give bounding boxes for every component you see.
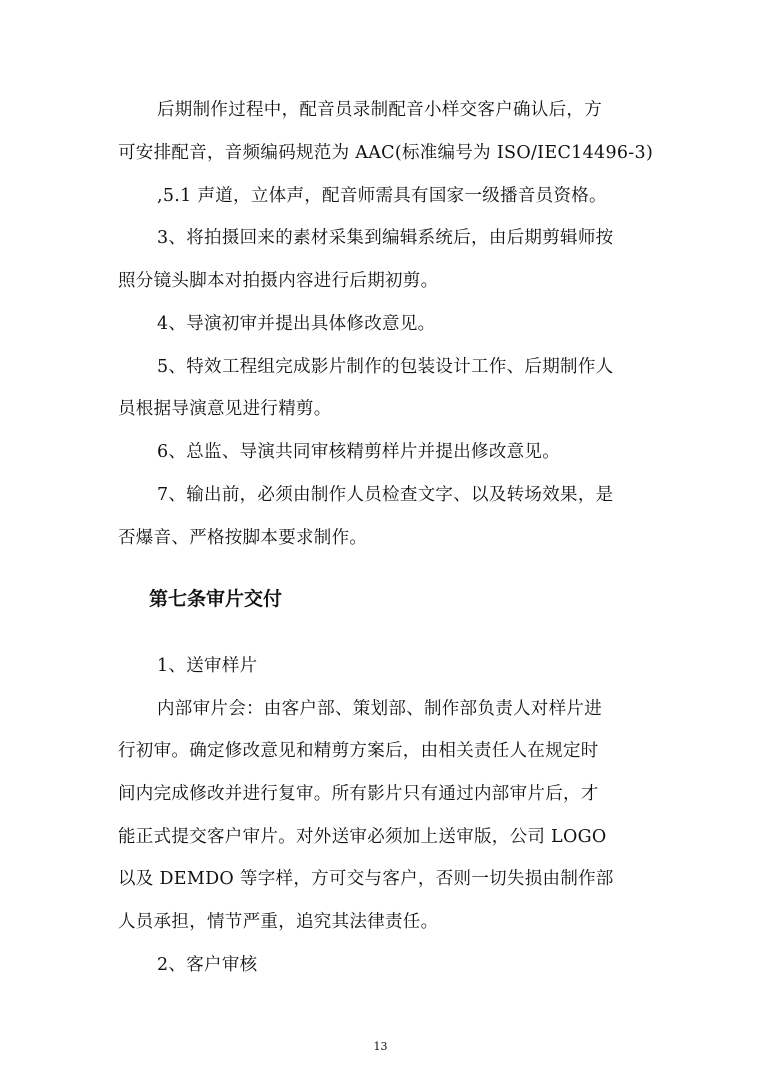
- section-line: 行初审。确定修改意见和精剪方案后，由相关责任人在规定时: [118, 741, 599, 761]
- page-number: 13: [373, 1040, 388, 1053]
- paragraph-line: ,5.1 声道，立体声，配音师需具有国家一级播音员资格。: [157, 186, 607, 206]
- paragraph-line: 4、导演初审并提出具体修改意见。: [157, 314, 436, 334]
- paragraph-line: 否爆音、严格按脚本要求制作。: [118, 528, 368, 548]
- paragraph-line: 可安排配音，音频编码规范为 AAC(标准编号为 ISO/IEC14496-3): [118, 143, 654, 163]
- paragraph-line: 后期制作过程中，配音员录制配音小样交客户确认后，方: [157, 100, 602, 120]
- section-line: 能正式提交客户审片。对外送审必须加上送审版，公司 LOGO: [118, 827, 607, 847]
- paragraph-line: 5、特效工程组完成影片制作的包装设计工作、后期制作人: [157, 357, 614, 377]
- section-line: 1、送审样片: [157, 656, 258, 676]
- paragraph-line: 照分镜头脚本对拍摄内容进行后期初剪。: [118, 271, 439, 291]
- section-line: 人员承担，情节严重，追究其法律责任。: [118, 912, 439, 932]
- section-line: 2、客户审核: [157, 955, 258, 975]
- section-heading: 第七条审片交付: [149, 588, 283, 610]
- paragraph-line: 7、输出前，必须由制作人员检查文字、以及转场效果，是: [157, 485, 614, 505]
- section-line: 间内完成修改并进行复审。所有影片只有通过内部审片后，才: [118, 784, 599, 804]
- section-line: 内部审片会：由客户部、策划部、制作部负责人对样片进: [157, 699, 602, 719]
- section-line: 以及 DEMDO 等字样，方可交与客户，否则一切失损由制作部: [118, 869, 614, 889]
- paragraph-line: 员根据导演意见进行精剪。: [118, 399, 332, 419]
- paragraph-line: 6、总监、导演共同审核精剪样片并提出修改意见。: [157, 442, 561, 462]
- paragraph-line: 3、将拍摄回来的素材采集到编辑系统后，由后期剪辑师按: [157, 228, 614, 248]
